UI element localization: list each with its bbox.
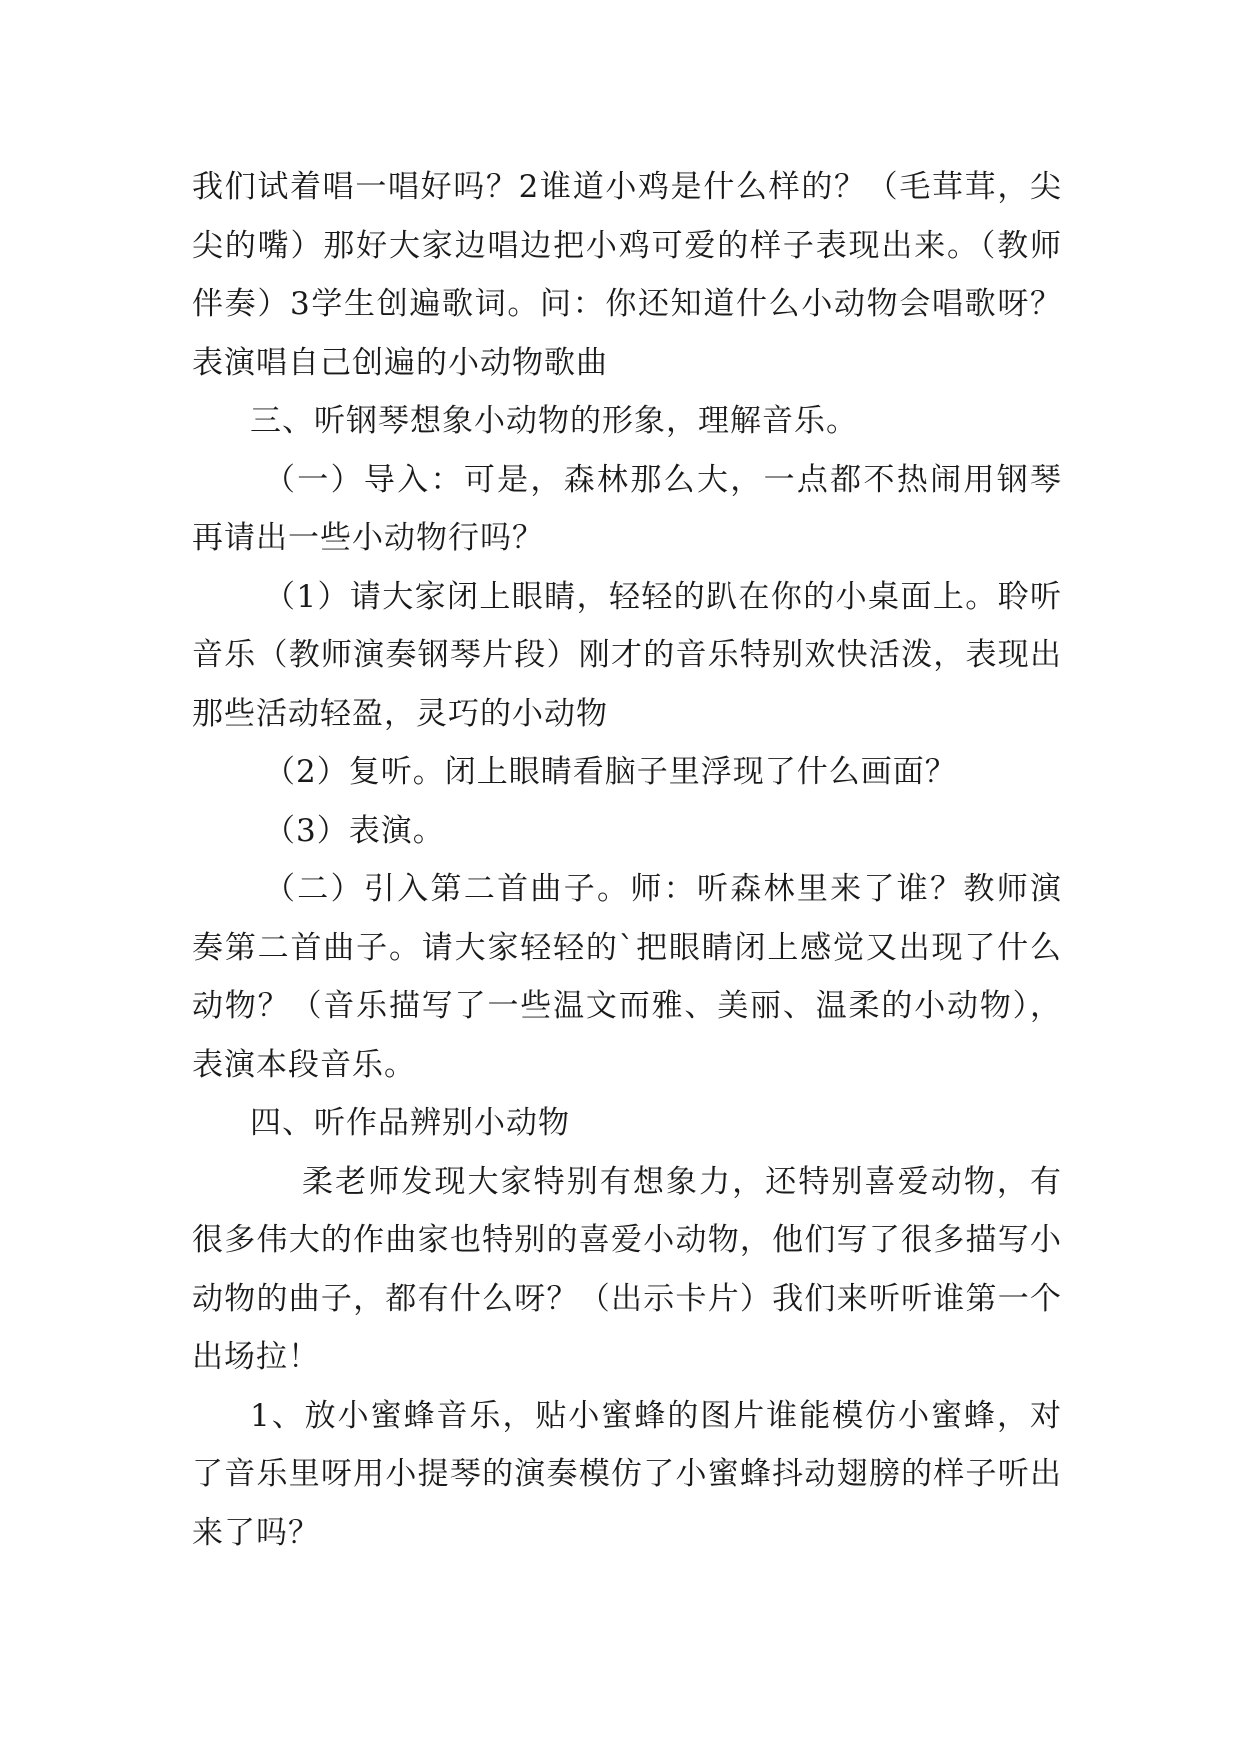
paragraph-singing-chick: 我们试着唱一唱好吗？2谁道小鸡是什么样的？（毛茸茸，尖尖的嘴）那好大家边唱边把小鸡可爱的样子表现出来。（教师伴奏）3学生创遍歌词。问：你还知道什么小动物会唱歌呀？表演唱自己创遍的小动物歌曲 xyxy=(192,169,1062,381)
paragraph-second-piece: （二）引入第二首曲子。师：听森林里来了谁？教师演奏第二首曲子。请大家轻轻的`把眼睛闭上感觉又出现了什么动物？（音乐描写了一些温文而雅、美丽、温柔的小动物），表演本段音乐。 xyxy=(192,871,1062,1083)
paragraph-step-1-listen: （1）请大家闭上眼睛，轻轻的趴在你的小桌面上。聆听音乐（教师演奏钢琴片段）刚才的音乐特别欢快活泼，表现出那些活动轻盈，灵巧的小动物 xyxy=(192,578,1062,732)
paragraph-intro-piano: （一）导入：可是，森林那么大，一点都不热闹用钢琴再请出一些小动物行吗？ xyxy=(192,461,1062,556)
paragraph-bee-music: 1、放小蜜蜂音乐，贴小蜜蜂的图片谁能模仿小蜜蜂，对了音乐里呀用小提琴的演奏模仿了小蜜蜂抖动翅膀的样子听出来了吗？ xyxy=(192,1397,1062,1551)
paragraph-composers-animals: 柔老师发现大家特别有想象力，还特别喜爱动物，有很多伟大的作曲家也特别的喜爱小动物，他们写了很多描写小动物的曲子，都有什么呀？（出示卡片）我们来听听谁第一个出场拉！ xyxy=(192,1163,1062,1375)
paragraph-step-3-perform: （3）表演。 xyxy=(264,812,445,849)
paragraph-section-four-heading: 四、听作品辨别小动物 xyxy=(250,1105,570,1141)
document-body xyxy=(192,158,1062,1562)
paragraph-section-three-heading: 三、听钢琴想象小动物的形象，理解音乐。 xyxy=(250,403,858,439)
paragraph-step-2-relisten: （2）复听。闭上眼睛看脑子里浮现了什么画面？ xyxy=(264,754,957,790)
